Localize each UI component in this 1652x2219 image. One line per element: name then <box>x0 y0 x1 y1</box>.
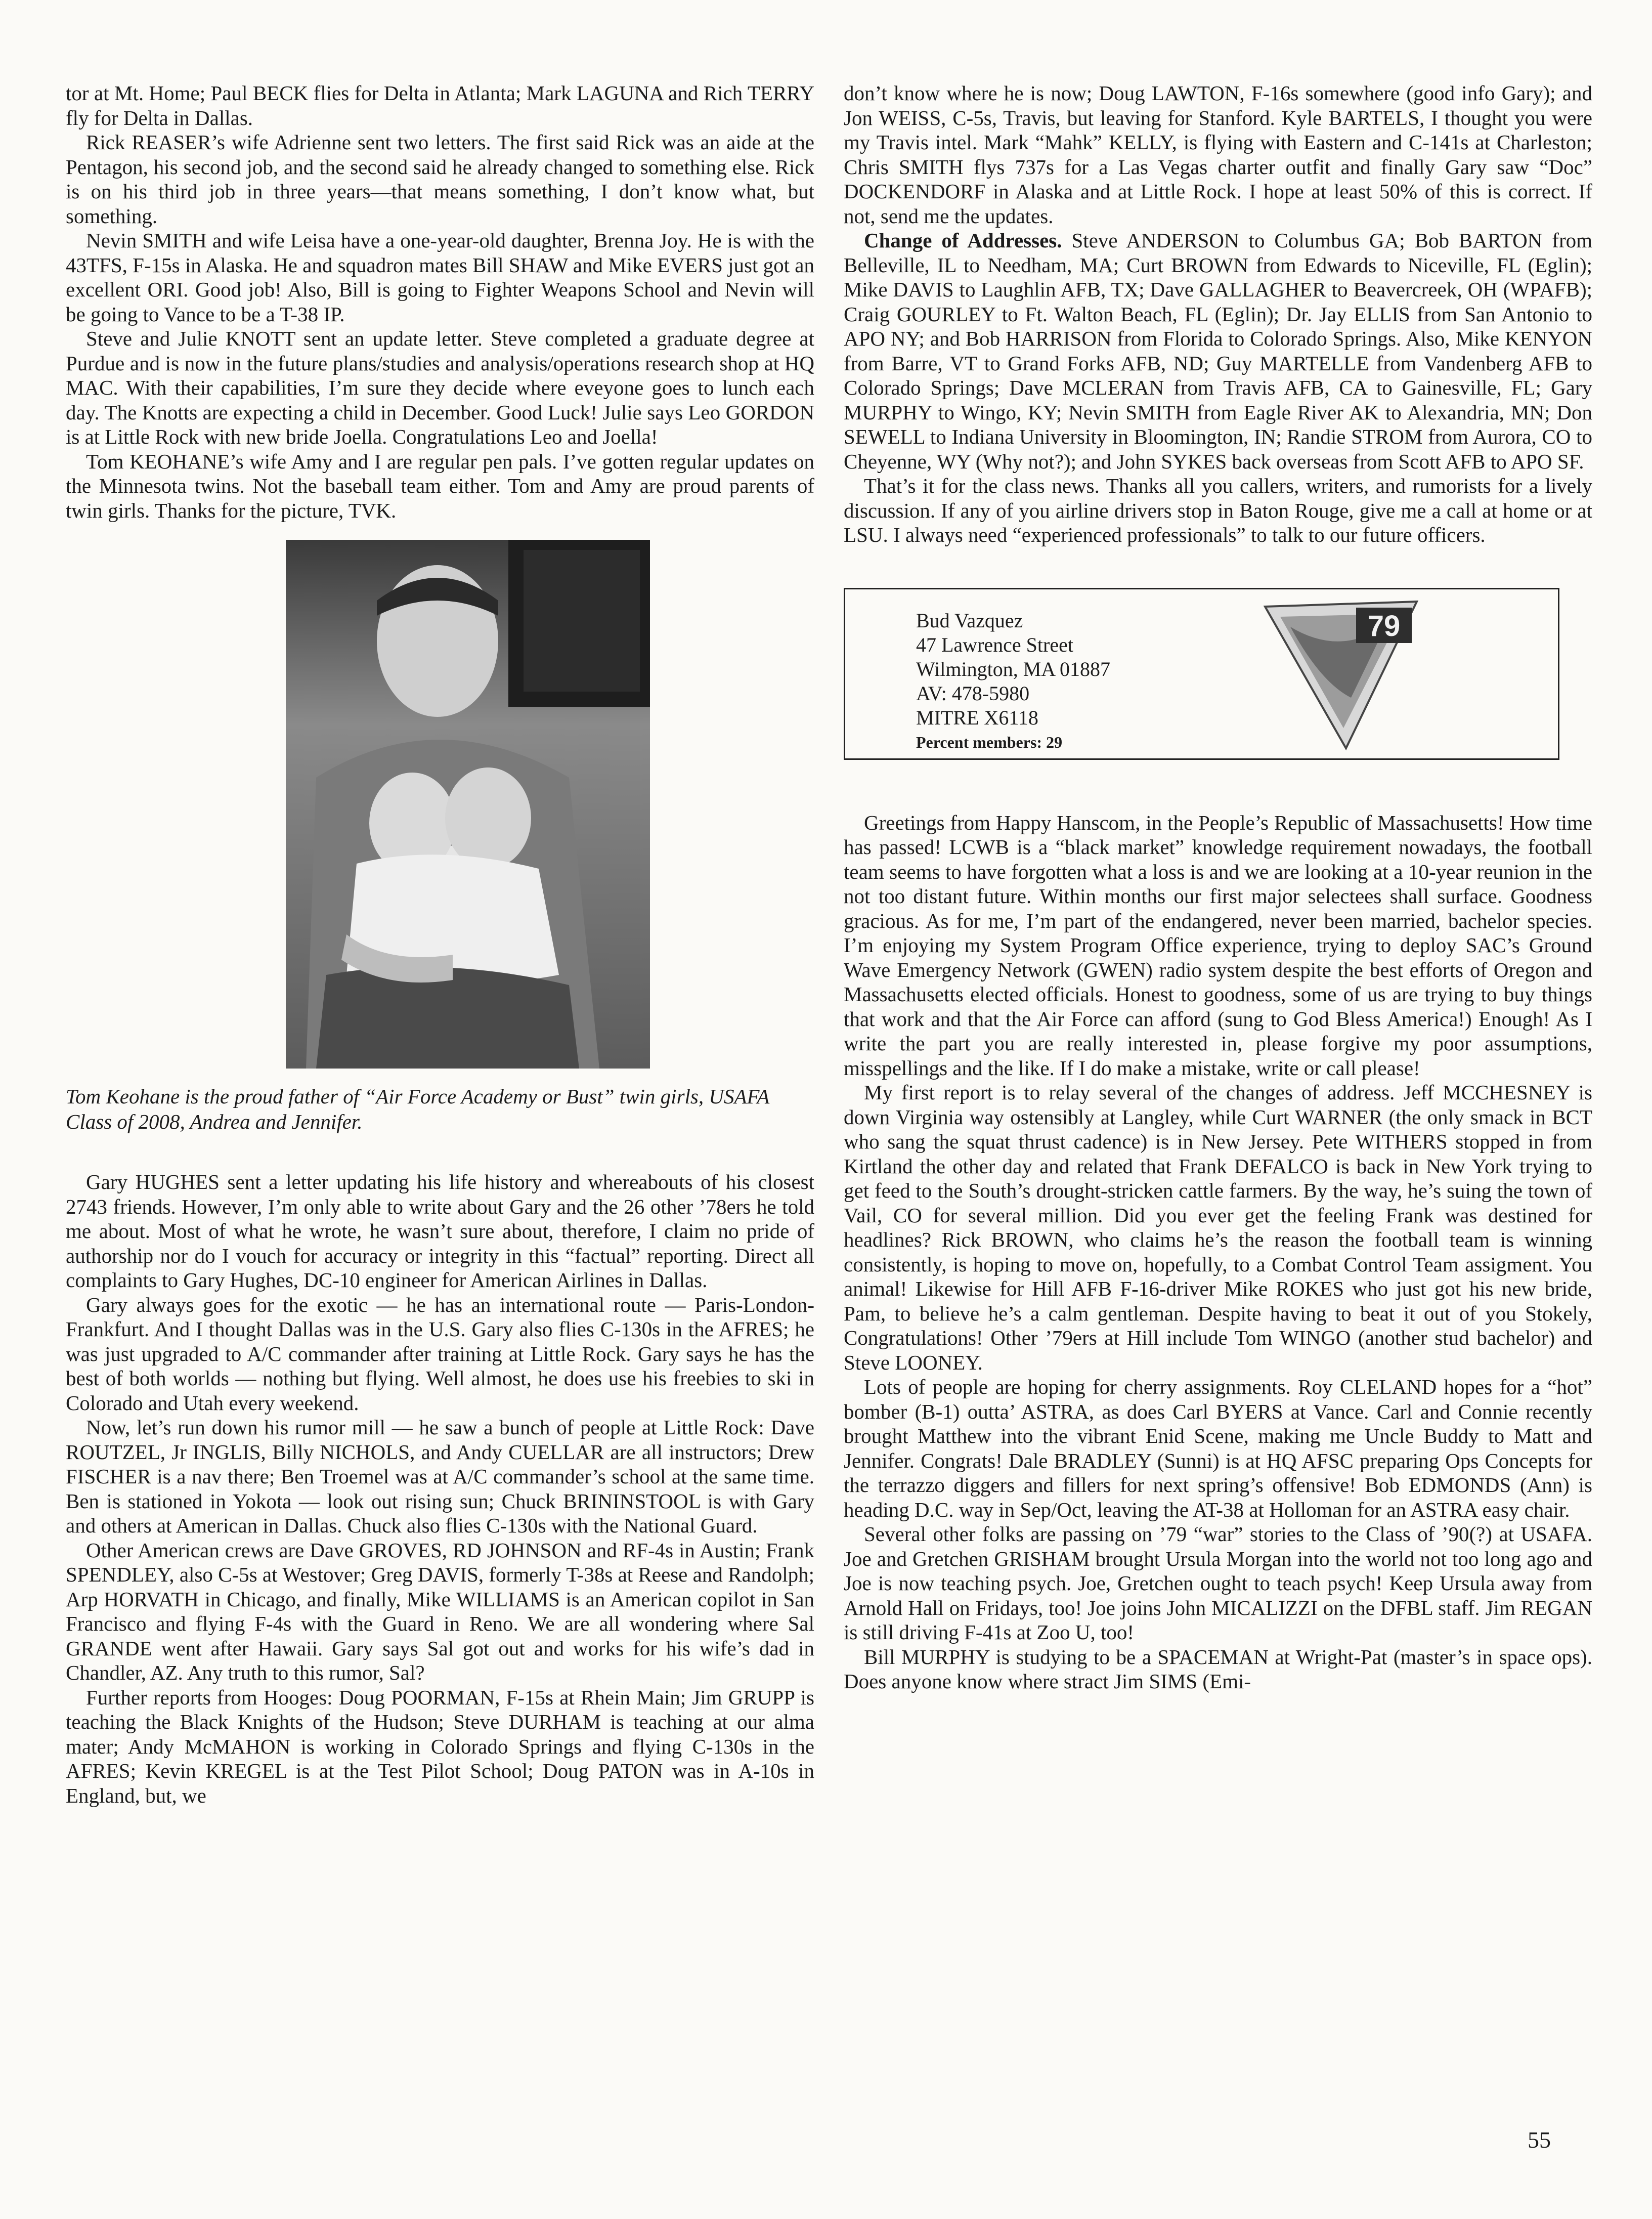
paragraph: Bill MURPHY is studying to be a SPACEMAN at Wright-Pat (master’s in space ops). Does anyone know where stract Jim SIMS (Emi- <box>844 1645 1592 1693</box>
change-of-address-heading: Change of Addresses. <box>864 229 1062 252</box>
photo-block <box>66 540 814 1134</box>
paragraph: Nevin SMITH and wife Leisa have a one-year-old daughter, Brenna Joy. He is with the 43TFS, F-15s in Alaska. He and squadron mates Bill SHAW and Mike EVERS just got an excellent ORI. Good job! Also, Bill is going to Fighter Weapons School and Nevin will be going to Vance to be a T-38 IP. <box>66 229 814 326</box>
change-of-address-text: Steve ANDERSON to Columbus GA; Bob BARTON from Belleville, IL to Needham, MA; Curt BROWN from Edwards to Niceville, FL (Eglin); Mike DAVIS to Laughlin AFB, TX; Dave GALLAGHER to Beavercreek, OH (WPAFB); Craig GOURLEY to Ft. Walton Beach, FL (Eglin); Dr. Jay ELLIS from San Antonio to APO NY; and Bob HARRISON from Florida to Colorado Springs. Also, Mike KENYON from Barre, VT to Grand Forks AFB, ND; Guy MARTELLE from Vandenberg AFB to Colorado Springs; Dave MCLERAN from Travis AFB, CA to Gainesville, FL; Gary MURPHY to Wingo, KY; Nevin SMITH from Eagle River AK to Alexandria, MN; Don SEWELL to Indiana University in Bloomington, IN; Randie STROM from Aurora, CO to Cheyenne, WY (Why not?); and John SYKES back overseas from Scott AFB to APO SF. <box>844 229 1592 473</box>
paragraph: Steve and Julie KNOTT sent an update letter. Steve completed a graduate degree at Purdue and is now in the future plans/studies and analysis/operations research shop at HQ MAC. With their capabilities, I’m sure they decide where eveyone goes to lunch each day. The Knotts are expecting a child in December. Good Luck! Julie says Leo GORDON is at Little Rock with new bride Joella. Congratulations Leo and Joella! <box>66 327 814 448</box>
paragraph: That’s it for the class news. Thanks all you callers, writers, and rumorists for a lively discussion. If any of you airline drivers stop in Baton Rouge, give me a call at home or at LSU. I always need “experienced professionals” to talk to our future officers. <box>844 474 1592 546</box>
street-address: 47 Lawrence Street <box>916 633 1073 656</box>
family-photo <box>286 540 650 1069</box>
av-phone: AV: 478-5980 <box>916 681 1030 705</box>
paragraph: My first report is to relay several of the changes of address. Jeff MCCHESNEY is down Virginia way ostensibly at Langley, while Curt WARNER (the only smack in BCT who sang the squat thrust cadence) is in New Jersey. Pete WITHERS stopped in from Kirtland the other day and related that Frank DEFALCO is back in New York trying to get feed to the South’s drought-stricken cattle farmers. By the way, he’s suing the town of Vail, CO for several million. Did you ever get the feeling Frank was destined for headlines? Rick BROWN, who claims he’s the reason the football team is winning consistently, is hoping to move on, hopefully, to a Combat Control Team assigment. You animal! Likewise for Hill AFB F-16-driver Mike ROKES who just got his new bride, Pam, to believe he’s a calm gentleman. Despite having to beat it out of you Stokely, Congratulations! Other ’79ers at Hill include Tom WINGO (another stud bachelor) and Steve LOONEY. <box>844 1081 1592 1374</box>
right-column <box>844 81 1592 1694</box>
paragraph: Greetings from Happy Hanscom, in the People’s Republic of Massachusetts! How time has passed! LCWB is a “black market” knowledge requirement nowadays, the football team seems to have forgotten what a loss is and we are looking at a 10-year reunion in the not too distant future. Within months our first major selectees shall surface. Goodness gracious. As for me, I’m part of the endangered, never been married, bachelor species. I’m enjoying my System Program Office experience, trying to deploy SAC’s Ground Wave Emergency Network (GWEN) radio system despite the best efforts of Oregon and Massachusetts elected officials. Honest to goodness, some of us are trying to buy things that work and that the Air Force can afford (sung to God Bless America!) Enough! As I write the part you are really interested in, please forgive my poor assumptions, misspellings and the like. If I do make a mistake, write or call please! <box>844 810 1592 1080</box>
mitre-phone: MITRE X6118 <box>916 706 1038 729</box>
paragraph: tor at Mt. Home; Paul BECK flies for Delta in Atlanta; Mark LAGUNA and Rich TERRY fly for Delta in Dallas. <box>66 81 814 130</box>
correspondent-name: Bud Vazquez <box>916 609 1023 632</box>
paragraph: Further reports from Hooges: Doug POORMAN, F-15s at Rhein Main; Jim GRUPP is teaching the Black Knights of the Hudson; Steve DURHAM is teaching at our alma mater; Andy McMAHON is working in Colorado Springs and flying C-130s in the AFRES; Kevin KREGEL is at the Test Pilot School; Doug PATON was in A-10s in England, but, we <box>66 1685 814 1807</box>
paragraph: Lots of people are hoping for cherry assignments. Roy CLELAND hopes for a “hot” bomber (B-1) outta’ ASTRA, as does Carl BYERS at Vance. Carl and Connie recently brought Matthew into the vibrant Enid Scene, making me Uncle Buddy to Matt and Jennifer. Congrats! Dale BRADLEY (Sunni) is at HQ AFSC preparing Ops Concepts for the terrazzo diggers and fillers for next spring’s offensive! Bob EDMONDS (Ann) is heading D.C. way in Sep/Oct, leaving the AT-38 at Holloman for an ASTRA easy chair. <box>844 1375 1592 1521</box>
paragraph: Tom KEOHANE’s wife Amy and I are regular pen pals. I’ve gotten regular updates on the Minnesota twins. Not the baseball team either. Tom and Amy are proud parents of twin girls. Thanks for the picture, TVK. <box>66 449 814 522</box>
paragraph: Several other folks are passing on ’79 “war” stories to the Class of ’90(?) at USAFA. Joe and Gretchen GRISHAM brought Ursula Morgan into the world not too long ago and Joe is now teaching psych. Joe, Gretchen ought to teach psych! Keep Ursula away from Arnold Hall on Fridays, too! Joe joins John MICALIZZI on the DFBL staff. Jim REGAN is still driving F-41s at Zoo U, too! <box>844 1522 1592 1644</box>
paragraph: Gary HUGHES sent a letter updating his life history and whereabouts of his closest 2743 friends. However, I’m only able to write about Gary and the 26 other ’78ers he told me about. Most of what he wrote, he wasn’t sure about, therefore, I claim no pride of authorship nor do I vouch for accuracy or integrity in this “factual” reporting. Direct all complaints to Gary Hughes, DC-10 engineer for American Airlines in Dallas. <box>66 1170 814 1292</box>
correspondent-address-box <box>844 588 1559 760</box>
paragraph: Other American crews are Dave GROVES, RD JOHNSON and RF-4s in Austin; Frank SPENDLEY, also C-5s at Westover; Greg DAVIS, formerly T-38s at Reese and Randolph; Arp HORVATH in Chicago, and finally, Mike WILLIAMS is an American copilot in San Francisco and flying F-4s with the Guard in Reno. We are all wondering where Sal GRANDE went after Hawaii. Gary says Sal got out and works for his wife’s dad in Chandler, AZ. Any truth to this rumor, Sal? <box>66 1538 814 1684</box>
paragraph: Gary always goes for the exotic — he has an international route — Paris-London-Frankfurt. And I thought Dallas was in the U.S. Gary also flies C-130s in the AFRES; he was just upgraded to A/C commander after training at Little Rock. Gary says he has the best of both worlds — nothing but flying. Well almost, he does use his freebies to ski in Colorado and Utah every weekend. <box>66 1293 814 1415</box>
family-photo-image <box>286 540 650 1069</box>
patch-number: 79 <box>1367 609 1401 643</box>
city-address: Wilmington, MA 01887 <box>916 657 1110 680</box>
percent-members: Percent members: 29 <box>916 733 1063 751</box>
paragraph: Rick REASER’s wife Adrienne sent two letters. The first said Rick was an aide at the Pentagon, his second job, and the second said he already changed to something else. Rick is on his third job in three years—that means something, I don’t know what, but something. <box>66 131 814 228</box>
left-column <box>66 81 814 1808</box>
address-lines <box>916 609 1110 752</box>
paragraph: don’t know where he is now; Doug LAWTON, F-16s somewhere (good info Gary); and Jon WEISS, C-5s, Travis, but leaving for Stanford. Kyle BARTELS, I thought you were my Travis intel. Mark “Mahk” KELLY, is flying with Eastern and C-141s at Charleston; Chris SMITH flys 737s for a Las Vegas charter outfit and finally Gary saw “Doc” DOCKENDORF in Alaska and at Little Rock. I hope at least 50% of this is correct. If not, send me the updates. <box>844 81 1592 228</box>
page-number: 55 <box>1528 2127 1551 2153</box>
spacer <box>844 760 1592 810</box>
change-of-address-paragraph <box>844 228 1592 474</box>
photo-caption: Tom Keohane is the proud father of “Air Force Academy or Bust” twin girls, USAFA Class of 2008, Andrea and Jennifer. <box>66 1085 769 1133</box>
class-patch-icon <box>1260 596 1422 753</box>
paragraph: Now, let’s run down his rumor mill — he saw a bunch of people at Little Rock: Dave ROUTZEL, Jr INGLIS, Billy NICHOLS, and Andy CUELLAR are all instructors; Drew FISCHER is a nav there; Ben Troemel was at A/C commander’s school at the same time. Ben is stationed in Yokota — look out rising sun; Chuck BRININSTOOL is with Gary and others at American in Dallas. Chuck also flies C-130s with the National Guard. <box>66 1416 814 1537</box>
